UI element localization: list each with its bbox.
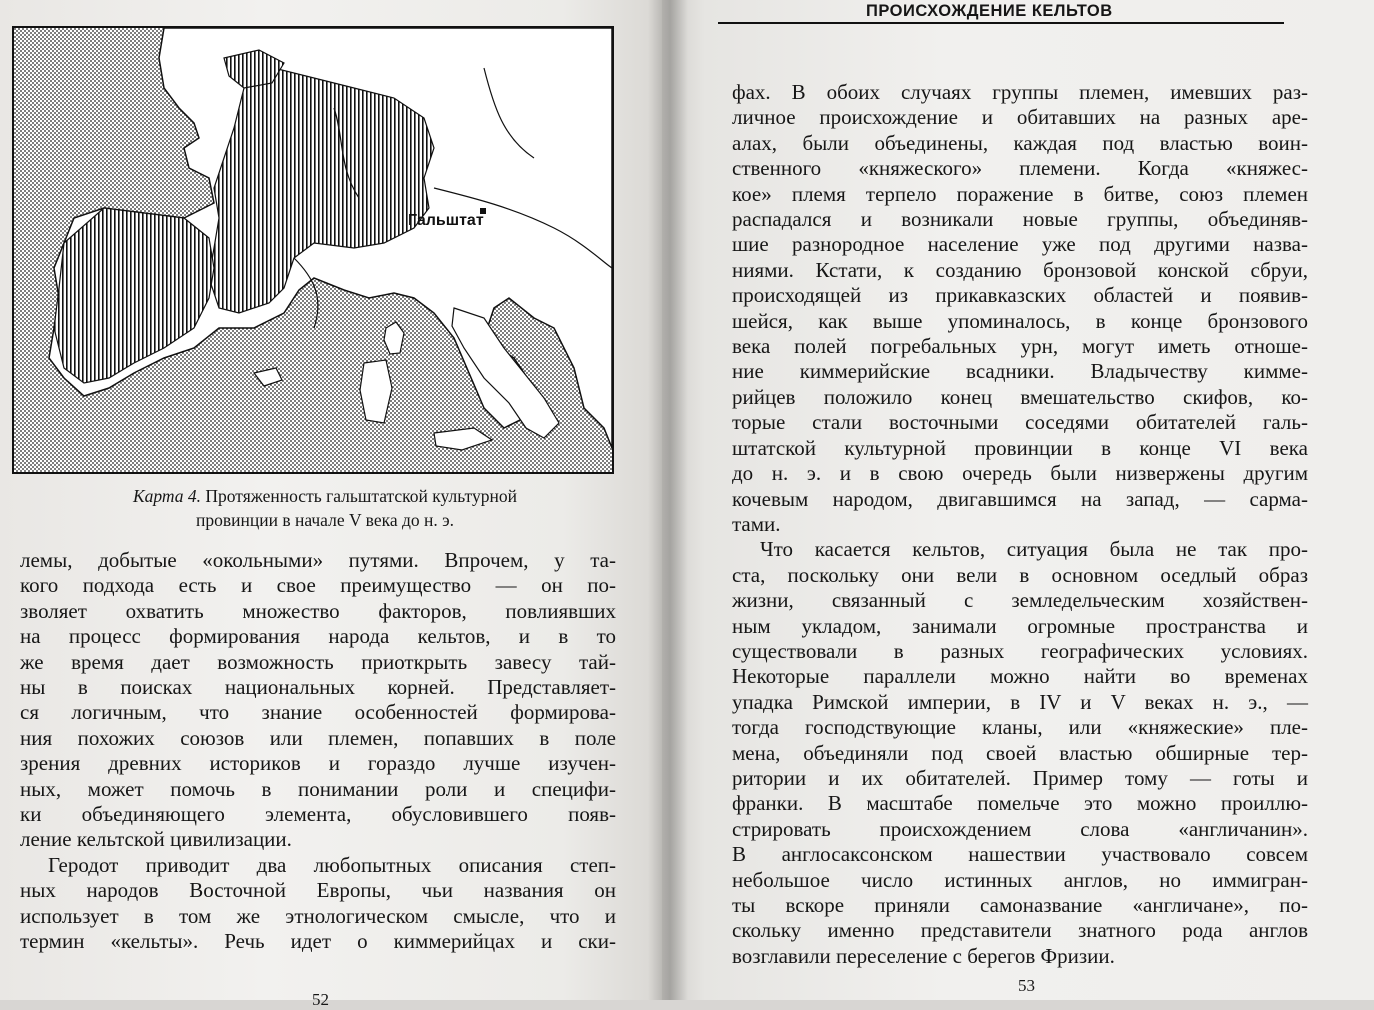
left-body-text (20, 548, 616, 955)
left-page (0, 0, 662, 1009)
text-line: Что касается кельтов, ситуация была не так про- (760, 537, 1308, 562)
text-line: ны в поисках национальных корней. Представляет- (20, 675, 616, 700)
text-line: шие разнородное население уже под другими назва- (732, 232, 1308, 257)
text-line: кое» племя терпело поражение в битве, союз племен (732, 181, 1308, 206)
text-line: до н. э. и в свою очередь были низвержены другим (732, 461, 1308, 486)
text-line: использует в том же этнологическом смысле, что и (20, 903, 616, 928)
text-line: жизни, связанный с земледельческим хозяйствен- (732, 588, 1308, 613)
text-line: упадка Римской империи, в IV и V веках н. э., — (732, 689, 1308, 714)
left-paragraph-2 (20, 853, 616, 955)
text-line: термин «кельты». Речь идет о киммерийцах и ски- (20, 929, 616, 954)
text-line: кого подхода есть и свое преимущество — он по- (20, 573, 616, 598)
text-line: лемы, добытые «окольными» путями. Впрочем, у та- (20, 548, 616, 572)
text-line: ственного «княжеского» племени. Когда «княжес- (732, 156, 1308, 181)
page-number-left: 52 (312, 990, 329, 1009)
page-number-right: 53 (1018, 976, 1035, 995)
text-line: кочевым народом, двигавшимся на запад, — сарма- (732, 486, 1308, 511)
text-line: личное происхождение и обитавших на разных аре- (732, 105, 1308, 130)
text-line: ление кельтской цивилизации. (20, 827, 292, 852)
text-line: века полей погребальных урн, могут иметь отноше- (732, 334, 1308, 359)
text-line: торые стали восточными соседями обитателей галь- (732, 410, 1308, 435)
text-line: ритории и их обитателей. Пример тому — готы и (732, 765, 1308, 790)
text-line: происходящей из прикавказских областей и появив- (732, 283, 1308, 308)
map-caption (30, 484, 620, 532)
right-paragraph-1 (732, 80, 1308, 537)
hallstatt-map (12, 26, 614, 474)
text-line: возглавили переселение с берегов Фризии. (732, 943, 1115, 968)
text-line: штатской культурной провинции в конце VI века (732, 435, 1308, 460)
text-line: стрировать происхождением слова «англичанин». (732, 816, 1308, 841)
right-paragraph-2 (732, 537, 1308, 969)
text-line: Некоторые параллели можно найти во временах (732, 664, 1308, 689)
text-line: распадался и возникали новые группы, объединяв- (732, 207, 1308, 232)
header-rule (718, 22, 1284, 24)
caption-label: Карта 4. (133, 486, 202, 506)
text-line: тогда господствующие кланы, или «княжеские» пле- (732, 715, 1308, 740)
text-line: ным укладом, занимали огромные пространства и (732, 613, 1308, 638)
left-paragraph-1 (20, 548, 616, 853)
caption-text-2: провинции в начале V века до н. э. (195, 510, 455, 530)
text-line: ста, поскольку они вели в основном оседлый образ (732, 562, 1308, 587)
map-label-hallstatt: Гальштат (408, 212, 484, 229)
map-illustration (14, 28, 612, 472)
text-line: рийцев положило конец вмешательство скифов, ко- (732, 384, 1308, 409)
text-line: Геродот приводит два любопытных описания степ- (48, 852, 616, 877)
text-line: зрения древних историков и гораздо лучше изучен- (20, 751, 616, 776)
text-line: ных народов Восточной Европы, чьи названия он (20, 878, 616, 903)
text-line: ние киммерийские всадники. Владычеству кимме- (732, 359, 1308, 384)
text-line: ниями. Кстати, к созданию бронзовой конской сбруи, (732, 257, 1308, 282)
text-line: небольшое число истинных англов, но иммигран- (732, 867, 1308, 892)
right-page (662, 0, 1374, 1000)
text-line: ния похожих союзов или племен, попавших в поле (20, 725, 616, 750)
text-line: ты вскоре приняли самоназвание «англичане», по- (732, 893, 1308, 917)
text-line: фах. В обоих случаях группы племен, имевших раз- (732, 80, 1308, 104)
text-line: В англосаксонском нашествии участвовало совсем (732, 842, 1308, 867)
text-line: существовали в разных географических условиях. (732, 638, 1308, 663)
text-line: ных, может помочь в понимании роли и специфи- (20, 776, 616, 801)
text-line: зволяет охватить множество факторов, повлиявших (20, 598, 616, 623)
text-line: ки объединяющего элемента, обусловившего появ- (20, 802, 616, 827)
text-line: же время дает возможность приоткрыть завесу тай- (20, 649, 616, 674)
text-line: тами. (732, 511, 781, 536)
text-line: на процесс формирования народа кельтов, и в то (20, 624, 616, 649)
text-line: франки. В масштабе помельче это можно проиллю- (732, 791, 1308, 816)
caption-text-1: Протяженность гальштатской культурной (201, 486, 517, 506)
running-head: ПРОИСХОЖДЕНИЕ КЕЛЬТОВ (866, 2, 1113, 20)
text-line: ся логичным, что знание особенностей формирова- (20, 700, 616, 725)
text-line: алах, были объединены, каждая под властью воин- (732, 130, 1308, 155)
right-body-text (732, 80, 1308, 969)
text-line: мена, объединяли под своей властью обширные тер- (732, 740, 1308, 765)
text-line: шейся, как выше упоминалось, в конце бронзового (732, 308, 1308, 333)
text-line: скольку именно представители знатного рода англов (732, 918, 1308, 943)
